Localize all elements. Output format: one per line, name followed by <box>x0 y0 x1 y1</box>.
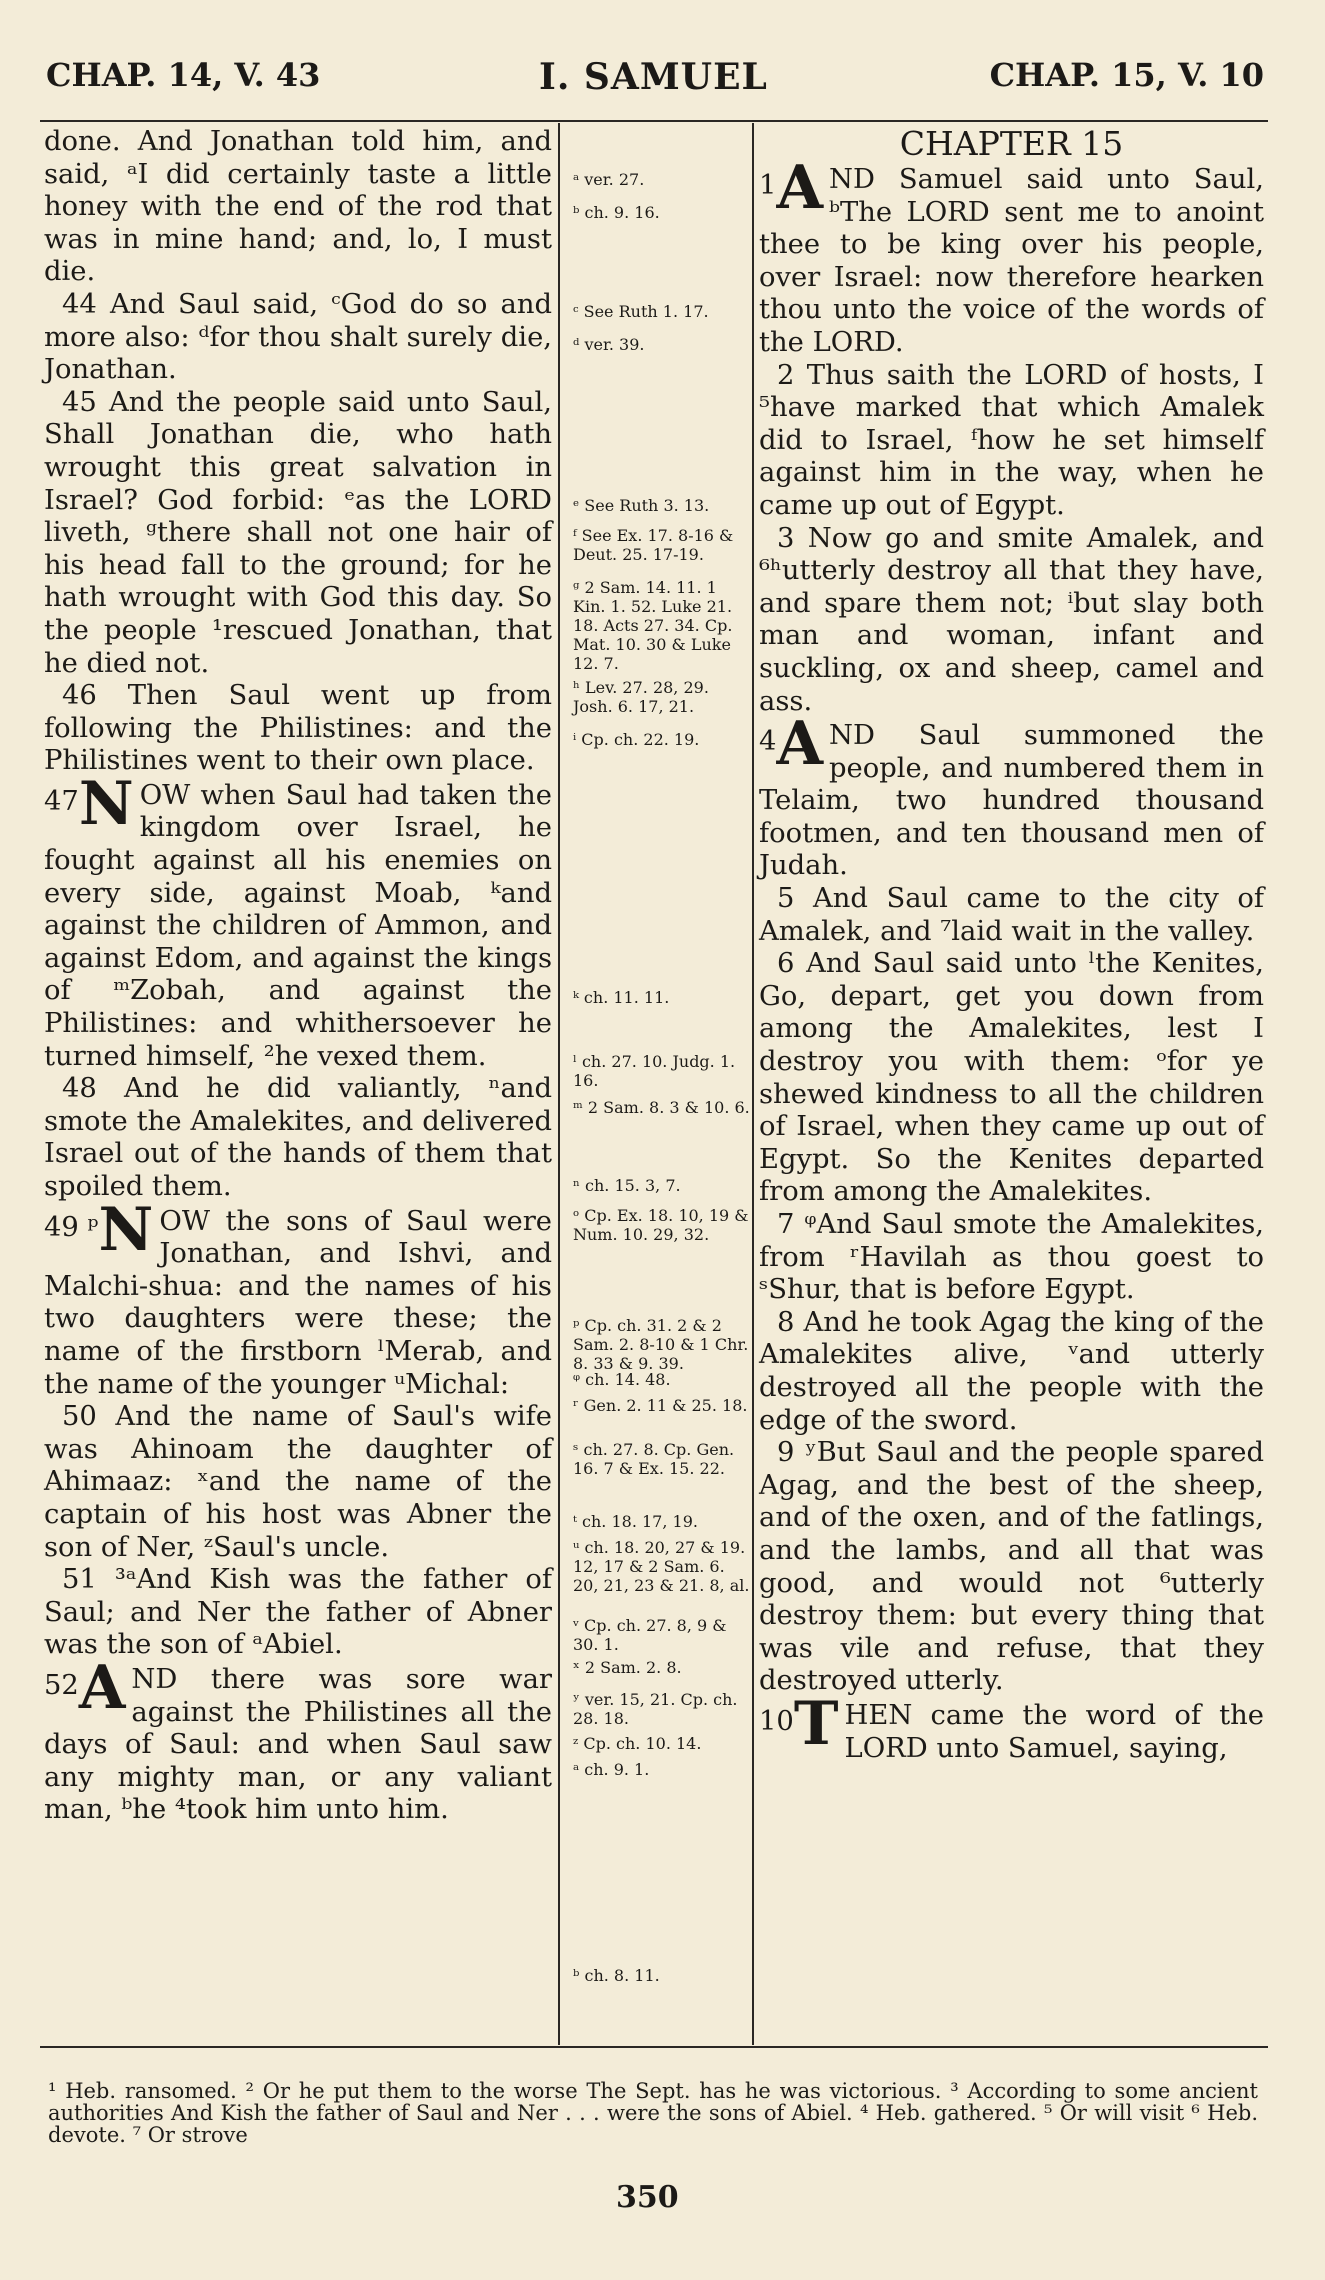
footnotes: ¹ Heb. ransomed. ² Or he put them to the worse The Sept. has he was victorious. ³ According to some ancient authorities And Kish the father of Saul and Ner . . . were the sons of Abiel. ⁴ Heb. gathered. ⁵ Or will visit ⁶ Heb. devote. ⁷ Or strove <box>48 2079 1258 2147</box>
column-rule-left <box>558 123 560 2045</box>
verse-paragraph <box>44 768 552 1073</box>
verse-paragraph <box>759 153 1264 360</box>
verse-paragraph <box>44 387 552 680</box>
verse-text: OW when Saul had taken the kingdom over Israel, he fought against all his enemies on every side, against Moab, ᵏand against the children of Ammon, and against Edom, and against the kings of ᵐZobah, and against the Philistines: and whithersoever he turned himself, ²he vexed them. <box>44 779 552 1072</box>
cross-reference: ˣ 2 Sam. 2. 8. <box>573 1658 682 1677</box>
header-book-title: I. SAMUEL <box>539 56 768 98</box>
header-rule <box>40 120 1268 122</box>
cross-reference: ᵘ ch. 18. 20, 27 & 19. 12, 17 & 2 Sam. 6. 20, 21, 23 & 21. 8, al. <box>573 1538 750 1595</box>
cross-reference: ʰ Lev. 27. 28, 29. Josh. 6. 17, 21. <box>573 678 709 716</box>
verse-number: 1 <box>759 170 777 201</box>
verse-number: 10 <box>759 1705 794 1737</box>
verse-text: done. And Jonathan told him, and said, ᵃI did certainly taste a little honey with the end of the rod that was in mine hand; and, lo, I must die. <box>44 126 552 288</box>
verse-number: 47 <box>44 785 79 817</box>
cross-reference: ᵒ Cp. Ex. 18. 10, 19 & Num. 10. 29, 32. <box>573 1206 749 1244</box>
cross-reference: ᵇ ch. 8. 11. <box>573 1966 660 1985</box>
verse-text: 8 And he took Agag the king of the Amalekites alive, ᵛand utterly destroyed all the people with the edge of the sword. <box>759 1306 1264 1436</box>
cross-reference: ᵈ ver. 39. <box>573 335 645 354</box>
verse-paragraph <box>759 523 1264 719</box>
right-text-column <box>759 126 1264 1765</box>
verse-paragraph <box>44 126 552 289</box>
footnote-rule <box>40 2046 1268 2048</box>
verse-text: 7 ᵠAnd Saul smote the Amalekites, from ʳHavilah as thou goest to ˢShur, that is before Egypt. <box>759 1209 1264 1306</box>
verse-text: ND Saul summoned the people, and numbered them in Telaim, two hundred thousand footmen, and ten thousand men of Judah. <box>759 720 1264 882</box>
chapter-heading: CHAPTER 15 <box>899 124 1124 163</box>
verse-paragraph <box>759 883 1264 948</box>
verse-paragraph <box>44 1401 552 1564</box>
cross-reference: ᵠ ch. 14. 48. <box>573 1370 671 1389</box>
cross-reference: ˡ ch. 27. 10. Judg. 1. 16. <box>573 1052 736 1090</box>
verse-text: 45 And the people said unto Saul, Shall Jonathan die, who hath wrought this great salvation in Israel? God forbid: ᵉas the LORD liveth, ᵍthere shall not one hair of his head fall to the ground; for he hath wrought with God this day. So the people ¹rescued Jonathan, that he died not. <box>44 386 552 679</box>
cross-reference: ⁱ Cp. ch. 22. 19. <box>573 730 700 749</box>
verse-text: 2 Thus saith the LORD of hosts, I ⁵have marked that which Amalek did to Israel, ᶠhow he set himself against him in the way, when he came up out of Egypt. <box>759 359 1264 521</box>
cross-reference-column <box>565 126 755 2026</box>
verse-text: 9 ʸBut Saul and the people spared Agag, and the best of the sheep, and of the oxen, and of the fatlings, and the lambs, and all that was good, and would not ⁶utterly destroy them: but every thing that was vile and refuse, that they destroyed utterly. <box>759 1437 1264 1697</box>
verse-text: 6 And Saul said unto ˡthe Kenites, Go, depart, get you down from among the Amalekites, lest I destroy you with them: ᵒfor ye shewed kindness to all the children of Israel, when they came up out of Egypt. So the Kenites departed from among the Amalekites. <box>759 948 1264 1208</box>
cross-reference: ᵉ See Ruth 3. 13. <box>573 496 710 515</box>
cross-reference: ᶠ See Ex. 17. 8-16 & Deut. 25. 17-19. <box>573 526 734 564</box>
verse-number: 49 ᵖ <box>44 1211 99 1243</box>
header-right: CHAP. 15, V. 10 <box>989 56 1264 94</box>
verse-paragraph <box>759 1688 1264 1765</box>
cross-reference: ᵗ ch. 18. 17, 19. <box>573 1512 698 1531</box>
header-left: CHAP. 14, V. 43 <box>46 56 321 94</box>
verse-text: 48 And he did valiantly, ⁿand smote the Amalekites, and delivered Israel out of the hands of them that spoiled them. <box>44 1073 552 1202</box>
cross-reference: ᵐ 2 Sam. 8. 3 & 10. 6. <box>573 1098 750 1117</box>
verse-paragraph <box>759 1209 1264 1307</box>
verse-paragraph <box>759 709 1264 883</box>
cross-reference: ˢ ch. 27. 8. Cp. Gen. 16. 7 & Ex. 15. 22. <box>573 1440 735 1478</box>
verse-text: ND Samuel said unto Saul, ᵇThe LORD sent me to anoint thee to be king over his people, over Israel: now therefore hearken thou unto the voice of the words of the LORD. <box>759 164 1264 358</box>
cross-reference: ᵇ ch. 9. 16. <box>573 203 660 222</box>
drop-cap: N <box>98 1194 154 1265</box>
verse-paragraph <box>44 1564 552 1662</box>
left-text-column <box>44 126 552 1827</box>
verse-paragraph <box>759 360 1264 523</box>
drop-cap: A <box>776 709 823 780</box>
cross-reference: ᶻ Cp. ch. 10. 14. <box>573 1734 702 1753</box>
cross-reference: ʳ Gen. 2. 11 & 25. 18. <box>573 1396 748 1415</box>
cross-reference: ᵏ ch. 11. 11. <box>573 988 670 1007</box>
verse-text: 50 And the name of Saul's wife was Ahinoam the daughter of Ahimaaz: ˣand the name of the captain of his host was Abner the son of Ner, ᶻSaul's uncle. <box>44 1401 552 1563</box>
drop-cap: A <box>78 1652 126 1723</box>
verse-paragraph <box>759 948 1264 1209</box>
drop-cap: N <box>78 768 134 839</box>
cross-reference: ᵃ ch. 9. 1. <box>573 1760 650 1779</box>
cross-reference: ᵛ Cp. ch. 27. 8, 9 & 30. 1. <box>573 1616 727 1654</box>
running-header <box>46 56 1264 106</box>
verse-text: 5 And Saul came to the city of Amalek, and ⁷laid wait in the valley. <box>759 883 1264 947</box>
verse-text: HEN came the word of the LORD unto Samuel, saying, <box>844 1699 1264 1764</box>
verse-paragraph <box>759 1307 1264 1437</box>
verse-text: 46 Then Saul went up from following the Philistines: and the Philistines went to their own place. <box>44 680 552 777</box>
verse-paragraph <box>44 1073 552 1203</box>
drop-cap: T <box>793 1688 839 1759</box>
drop-cap: A <box>776 153 823 223</box>
verse-number: 52 <box>44 1669 79 1701</box>
cross-reference: ᵖ Cp. ch. 31. 2 & 2 Sam. 2. 8-10 & 1 Chr. 8. 33 & 9. 39. <box>573 1316 749 1373</box>
verse-paragraph <box>44 1194 552 1402</box>
verse-paragraph <box>44 1652 552 1827</box>
verse-text: 44 And Saul said, ᶜGod do so and more also: ᵈfor thou shalt surely die, Jonathan. <box>44 288 552 386</box>
verse-paragraph <box>44 289 552 387</box>
verse-number: 4 <box>759 726 777 758</box>
cross-reference: ᶜ See Ruth 1. 17. <box>573 302 709 321</box>
verse-paragraph <box>44 680 552 778</box>
page-number: 350 <box>616 2180 679 2215</box>
cross-reference: ᵃ ver. 27. <box>573 170 645 189</box>
verse-text: 3 Now go and smite Amalek, and ⁶ʰutterly destroy all that they have, and spare them not; ⁱbut slay both man and woman, infant and suckling, ox and sheep, camel and ass. <box>759 522 1264 717</box>
verse-text: OW the sons of Saul were Jonathan, and Ishvi, and Malchi-shua: and the names of his two daughters were these; the name of the firstborn ˡMerab, and the name of the younger ᵘMichal: <box>44 1205 552 1400</box>
cross-reference: ʸ ver. 15, 21. Cp. ch. 28. 18. <box>573 1690 738 1728</box>
cross-reference: ⁿ ch. 15. 3, 7. <box>573 1176 681 1195</box>
cross-reference: ᵍ 2 Sam. 14. 11. 1 Kin. 1. 52. Luke 21. 18. Acts 27. 34. Cp. Mat. 10. 30 & Luke 12. 7. <box>573 578 733 673</box>
verse-paragraph <box>759 1437 1264 1698</box>
verse-text: 51 ³ᵃAnd Kish was the father of Saul; and Ner the father of Abner was the son of ᵃAbiel. <box>44 1564 552 1661</box>
verse-text: ND there was sore war against the Philistines all the days of Saul: and when Saul saw any mighty man, or any valiant man, ᵇhe ⁴took him unto him. <box>44 1663 552 1826</box>
